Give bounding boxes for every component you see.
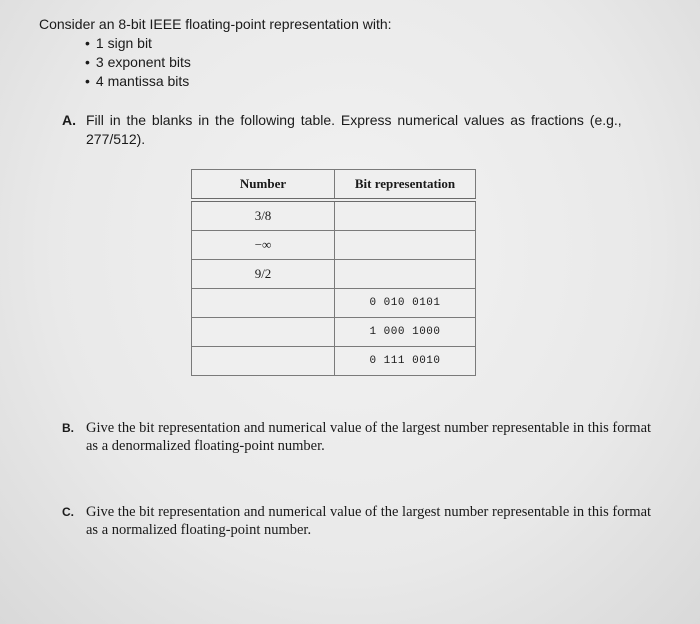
question-text: Give the bit representation and numerical value of the largest number representable in this format as a normalized floating-point number.: [86, 504, 652, 538]
number-cell: 9/2: [192, 260, 335, 289]
table-row: [192, 231, 476, 260]
bullet-icon: •: [85, 35, 90, 51]
format-bullet-list: [85, 34, 392, 91]
bullet-item: [85, 34, 392, 53]
table-header-row: [192, 170, 476, 201]
column-header-number: Number: [192, 170, 335, 201]
bit-representation-cell: 0 111 0010: [335, 347, 476, 376]
question-b: [62, 419, 662, 455]
question-letter: B.: [62, 421, 74, 435]
bullet-text: 4 mantissa bits: [95, 73, 190, 89]
bit-representation-cell: 0 010 0101: [335, 289, 476, 318]
bullet-item: [85, 53, 392, 72]
bit-representation-cell: [335, 260, 476, 289]
number-cell: [192, 318, 335, 347]
column-header-bit-representation: Bit representation: [335, 170, 476, 201]
bit-representation-cell: 1 000 1000: [335, 318, 476, 347]
bullet-item: [85, 72, 392, 91]
bullet-icon: •: [85, 54, 90, 70]
number-cell: [192, 347, 335, 376]
number-cell: −∞: [192, 231, 335, 260]
table-row: [192, 200, 476, 231]
number-cell: 3/8: [192, 200, 335, 231]
bit-representation-cell: [335, 231, 476, 260]
fill-in-table: [191, 169, 476, 376]
question-letter: A.: [62, 112, 76, 128]
table-row: [192, 347, 476, 376]
question-text: Give the bit representation and numerical value of the largest number representable in this format as a denormalized floating-point number.: [86, 420, 652, 454]
question-text: Fill in the blanks in the following table. Express numerical values as fractions (e.g., 277/512).: [86, 112, 622, 147]
intro-section: [39, 14, 392, 91]
number-cell: [192, 289, 335, 318]
bullet-text: 3 exponent bits: [95, 54, 191, 70]
table-row: [192, 318, 476, 347]
intro-text: Consider an 8-bit IEEE floating-point representation with:: [39, 16, 392, 32]
question-c: [62, 503, 662, 539]
table-row: [192, 260, 476, 289]
bullet-text: 1 sign bit: [95, 35, 152, 51]
bullet-icon: •: [85, 73, 90, 89]
bit-representation-cell: [335, 200, 476, 231]
question-a: [62, 111, 652, 149]
table-row: [192, 289, 476, 318]
question-letter: C.: [62, 505, 74, 519]
